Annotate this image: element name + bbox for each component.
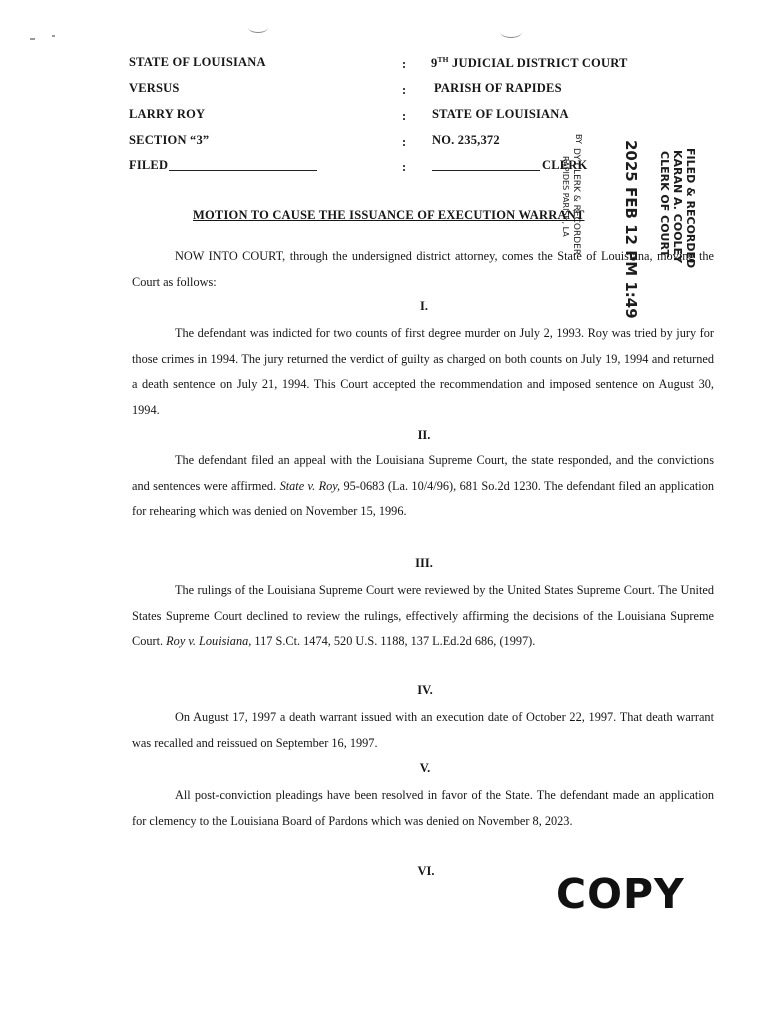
court-number: 9 [431, 56, 438, 71]
punch-mark [248, 22, 268, 33]
section-4-paragraph [132, 705, 714, 756]
case-citation-roy-v-louisiana: Roy v. Louisiana, [166, 634, 252, 649]
caption-versus: VERSUS [129, 81, 180, 95]
section-number-2: II. [417, 428, 431, 442]
clerk-blank-line [432, 170, 540, 171]
scan-speck [52, 35, 55, 37]
section-1-text: The defendant was indicted for two counts of first degree murder on July 2, 1993. Roy was tried by jury for those crimes in 1994. The jury returned the verdict of guilty as charged on both counts on July 19, 1994 and returned a death sentence on July 21, 1994. This Court accepted the recommendation and imposed sentence on August 30, 1994. [132, 326, 714, 417]
caption-state-right: STATE OF LOUISIANA [432, 107, 569, 121]
stamp-line2: KARAN A. COOLEY [671, 150, 684, 264]
section-5-paragraph [132, 783, 714, 834]
stamp-line3: CLERK OF COURT [658, 151, 671, 257]
caption-colon: : [402, 109, 407, 123]
section-2-paragraph [132, 448, 714, 525]
section-number-3: III. [415, 556, 433, 570]
caption-colon: : [402, 135, 407, 149]
caption-filed-label: FILED [129, 158, 169, 172]
clerk-label: CLERK [542, 158, 588, 172]
caption-colon: : [402, 57, 407, 71]
section-3-text-b: 117 S.Ct. 1474, 520 U.S. 1188, 137 L.Ed.2d 686, (1997). [251, 634, 536, 649]
filed-blank-line [169, 170, 317, 171]
stamp-datetime: 2025 FEB 12 PM 1:49 [622, 140, 640, 319]
caption-section: SECTION “3” [129, 133, 210, 147]
section-5-text: All post-conviction pleadings have been resolved in favor of the State. The defendant made an application for clemency to the Louisiana Board of Pardons which was denied on November 8, 2023. [132, 788, 714, 828]
caption-colon: : [402, 83, 407, 97]
intro-text: NOW INTO COURT, through the undersigned district attorney, comes the State of Louisiana, moving the Court as follows: [132, 249, 714, 289]
caption-state: STATE OF LOUISIANA [129, 55, 266, 69]
section-4-text: On August 17, 1997 a death warrant issued with an execution date of October 22, 1997. That death warrant was recalled and reissued on September 16, 1997. [132, 710, 714, 750]
copy-stamp: COPY [556, 870, 685, 918]
section-number-1: I. [420, 299, 428, 313]
section-2-text-a: The defendant filed an appeal with the Louisiana Supreme Court, the state responded, and the convictions and sentences were affirmed. [132, 453, 714, 493]
case-citation-state-v-roy: State v. Roy, [279, 478, 341, 493]
court-name: JUDICIAL DISTRICT COURT [448, 56, 628, 71]
caption-court [431, 55, 628, 71]
section-2-text-b: 95-0683 (La. 10/4/96), 681 So.2d 1230. The defendant filed an application for rehearing which was denied on November 15, 1996. [132, 478, 714, 519]
motion-title: MOTION TO CAUSE THE ISSUANCE OF EXECUTION WARRANT [193, 208, 585, 222]
caption-parish: PARISH OF RAPIDES [434, 81, 562, 95]
section-3-paragraph [132, 578, 714, 655]
stamp-deputy2: RAPIDES PARISH, LA [561, 156, 570, 237]
caption-filed [129, 158, 317, 173]
section-number-6: VI. [417, 864, 435, 878]
section-number-5: V. [419, 761, 431, 775]
scan-speck [30, 38, 35, 40]
caption-case-number: NO. 235,372 [432, 133, 500, 147]
stamp-deputy1: DY CLERK & RECORDER [571, 148, 581, 256]
section-3-text-a: The rulings of the Louisiana Supreme Court were reviewed by the United States Supreme Court. The United States Supreme Court declined to review the rulings, effectively affirming the decisions of the Louisiana Supreme Court. [132, 583, 714, 649]
punch-mark [500, 26, 522, 38]
caption-defendant: LARRY ROY [129, 107, 206, 121]
section-number-4: IV. [417, 683, 433, 697]
court-superscript: TH [437, 55, 449, 64]
section-3-text [132, 578, 714, 655]
section-1-paragraph [132, 321, 714, 423]
intro-paragraph [132, 244, 714, 295]
stamp-line1: FILED & RECORDED [684, 148, 697, 269]
section-2-text [132, 448, 714, 525]
caption-colon: : [402, 160, 407, 174]
stamp-by: BY [574, 134, 583, 144]
